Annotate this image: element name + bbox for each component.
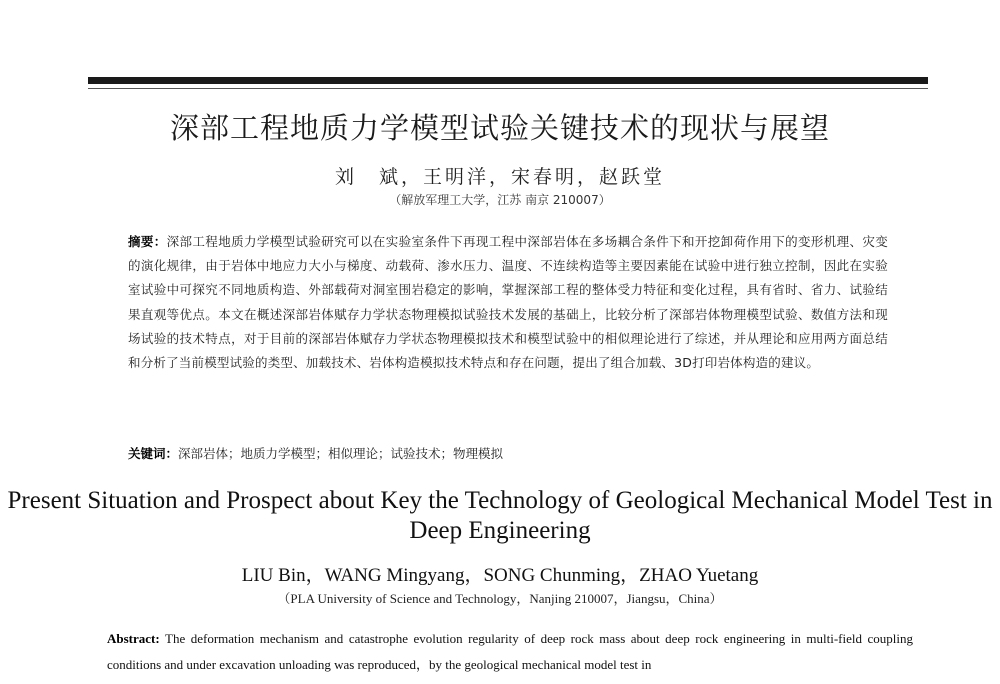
chinese-keywords — [128, 444, 888, 462]
english-abstract-label: Abstract: — [107, 631, 160, 646]
chinese-keywords-text: 深部岩体；地质力学模型；相似理论；试验技术；物理模拟 — [178, 446, 504, 461]
english-affiliation: （PLA University of Science and Technology，Nanjing 210007，Jiangsu，China） — [277, 591, 723, 606]
chinese-abstract-label: 摘要： — [128, 234, 167, 249]
chinese-abstract-text: 深部工程地质力学模型试验研究可以在实验室条件下再现工程中深部岩体在多场耦合条件下和开挖卸荷作用下的变形机理、灾变的演化规律，由于岩体中地应力大小与梯度、动载荷、渗水压力、温度、不连续构造等主要因素能在试验中进行独立控制，因此在实验室试验中可探究不同地质构造、外部载荷对洞室围岩稳定的影响，掌握深部工程的整体受力特征和变化过程，具有省时、省力、试验结果直观等优点。本文在概述深部岩体赋存力学状态物理模拟试验技术发展的基础上，比较分析了深部岩体物理模型试验、数值方法和现场试验的技术特点，对于目前的深部岩体赋存力学状态物理模拟技术和模型试验中的相似理论进行了综述，并从理论和应用两方面总结和分析了当前模型试验的类型、加载技术、岩体构造模拟技术特点和存在问题，提出了组合加载、3D打印岩体构造的建议。 — [128, 234, 888, 371]
english-abstract — [107, 626, 913, 678]
header-rule-thin — [88, 88, 928, 89]
english-authors: LIU Bin，WANG Mingyang，SONG Chunming，ZHAO Yuetang — [241, 565, 759, 586]
chinese-abstract — [128, 230, 888, 375]
header-rule-thick — [88, 77, 928, 84]
chinese-authors: 刘 斌，王明洋，宋春明，赵跃堂 — [334, 166, 665, 188]
chinese-keywords-label: 关键词： — [128, 446, 179, 461]
english-abstract-text: The deformation mechanism and catastrophe evolution regularity of deep rock mass about deep rock engineering in multi-field coupling conditions and under excavation unloading was reproduced，by the geological mechanical model test in — [107, 631, 914, 672]
chinese-affiliation: （解放军理工大学，江苏 南京 210007） — [389, 193, 611, 207]
chinese-title: 深部工程地质力学模型试验关键技术的现状与展望 — [169, 111, 830, 145]
english-title: Present Situation and Prospect about Key the Technology of Geological Mechanical Model Test in Deep Engineering — [7, 487, 993, 544]
